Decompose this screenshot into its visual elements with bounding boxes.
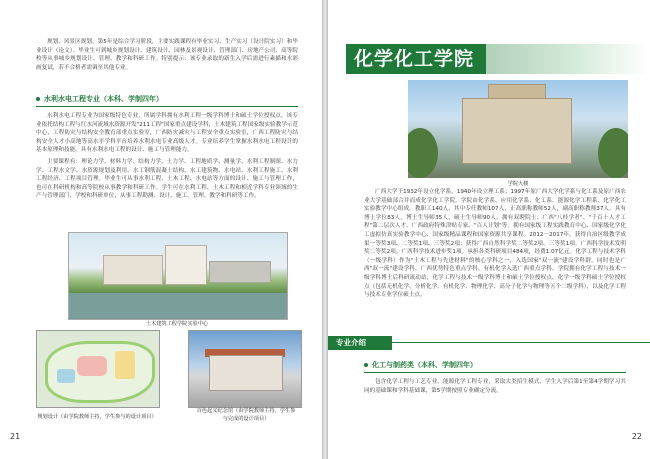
- banner-title: 化学化工学院: [354, 48, 475, 70]
- building-shape: [209, 261, 271, 283]
- memorial-hall-caption: 百色起义纪念馆（由学院教师主持，学生参与完成的设计项目）: [196, 408, 296, 422]
- lab-center-photo: [68, 232, 288, 320]
- site-plan-block: [57, 369, 75, 383]
- lab-center-caption: 土木建筑工程学院实验中心: [145, 321, 209, 327]
- divider: [392, 342, 650, 343]
- site-plan-block: [77, 356, 107, 376]
- intro-paragraph: 规划、风景区规划。第5年是综合学习阶段，主要实践课程有毕业实习、生产实习（设计院实习）和毕业设计（论文）。毕业生可到城乡规划设计、建筑设计、园林及景观设计、管理部门、房地产公司、高等院校等从事城乡规划设计、管理、教学和科研工作。特别提示：该专业录取的新生入学后需进行素描和水彩画复试，若不合格者需调至其他专业。: [36, 39, 298, 71]
- tree-shape: [598, 128, 628, 178]
- page-number-right: 22: [631, 432, 642, 441]
- water-shape: [69, 293, 287, 319]
- banner-gradient: [486, 44, 650, 74]
- hall-shape: [209, 355, 283, 391]
- sub-section-title: 化工与制药类（本科、学制四年）: [372, 361, 477, 369]
- site-plan-block: [115, 351, 135, 379]
- section-heading-chemical: [364, 360, 626, 373]
- section-heading-hydraulic: [36, 94, 298, 107]
- chemical-paragraph: 包含化学工程与工艺专业、能源化学工程专业，采取大类招生模式，学生入学后第1至第4学期学习共同的基础课和学科基础课，第5学期按照专业确定分流。: [364, 379, 626, 394]
- hydraulic-paragraph-2: 主要课程有：理论力学、材料力学、结构力学、土力学、工程地质学、测量学、水利工程制图、水力学、工程水文学、水资源规划及利用、水工钢筋混凝土结构、水工建筑物、水电站、水利工程施工、水利工程经济、工程项目管理。毕业生可从事水利工程、土木工程、水电站等方面的设计、施工与管理工作，也可在科研机构和高等院校从事教学和科研工作。学生可在水利工程、土木工程和相近学科专业领域的生产与管理部门、学校和科研单位，从事工程勘测、设计、施工、管理、教学和科研等工作。: [36, 159, 298, 200]
- memorial-hall-photo: [188, 330, 302, 408]
- planning-design-photo: [36, 330, 160, 408]
- right-page: [328, 0, 650, 459]
- building-shape: [103, 255, 163, 285]
- major-intro-title: 专业介绍: [336, 338, 366, 347]
- page-number-left: 21: [10, 432, 21, 441]
- planning-design-caption: 规划设计（由学院教师主持，学生参与的设计项目）: [37, 414, 157, 420]
- college-building-caption: 学院大楼: [507, 181, 529, 187]
- college-banner: [346, 44, 486, 74]
- bullet-dot-icon: [36, 97, 40, 101]
- major-intro-label: [328, 336, 392, 350]
- bullet-dot-icon: [364, 363, 368, 367]
- left-page: [0, 0, 322, 459]
- building-shape: [462, 98, 572, 164]
- college-intro-paragraph: 广西大学于1932年设立化学系，1940年设立理工系；1997年原广西大学化学系与化工系及原广西农业大学基础部合并而成化学化工学院。学院由化学系、应用化学系、化工系、能源化学工程系、化学化工实验教学中心组成。教职工140人，其中专任教师107人，正高职称教师52人，副高职称教师37人。具有博士学位83人，博士生导师35人，硕士生导师90人。拥有双聘院士、广西"八桂学者"、"千百十人才工程"第二层次人才、广西政府特殊津贴专家、"百人计划"等。拥有国家级工程实践教育中心、国家级化学化工虚拟仿真实验教学中心、国家级精品课程和国家资源共享课程。2012－2017年，获得自治区级教学成果一等奖3项、二等奖1项、三等奖2项；获得广西自然科学奖二等奖2项、三等奖1项。广西科学技术发明奖二等奖2项。广西科学技术进步奖1项。承担各类科研项目484项，经费1.07亿元。化学工程与技术学科（一级学科）作为"土木工程与先进材料"的核心学科之一，入选国家"双一流"建设学科群。同时也是广西"双一流"建设学科，广西优势特色重点学科。有机化学入选广西重点学科。学院拥有化学工程与技术一级学科博士后科研流动站，化学工程与技术一级学科博士和硕士学位授权点，化学一级学科硕士学位授权点（包括无机化学、分析化学、有机化学、物理化学、高分子化学与物理等五个二级学科），以及化学工程与技术专业学位硕士点。: [364, 189, 626, 299]
- college-building-photo: [408, 80, 628, 178]
- building-shape: [165, 245, 207, 285]
- section-title: 水利水电工程专业（本科、学制四年）: [44, 95, 163, 103]
- tree-shape: [408, 128, 438, 178]
- hydraulic-paragraph-1: 水利水电工程专业为国家级特色专业，所属学科拥有水利工程一级学科博士和硕士学位授权点。该专业依托结构工程与红水河流域水资源开发"211工程"国家重点建设学科，土木建筑工程国家级实验教学示范中心，工程防灾与结构安全教育部重点实验室，广西防灾减灾与工程安全重点实验室，广西工程防灾与结构安全人才小高地等高水平学科平台培养水利水电专业高级人才。专业培养学生掌握水利水电工程设计的基本原理和技能，具有水利水电工程的设计、施工与管理能力。: [36, 113, 298, 154]
